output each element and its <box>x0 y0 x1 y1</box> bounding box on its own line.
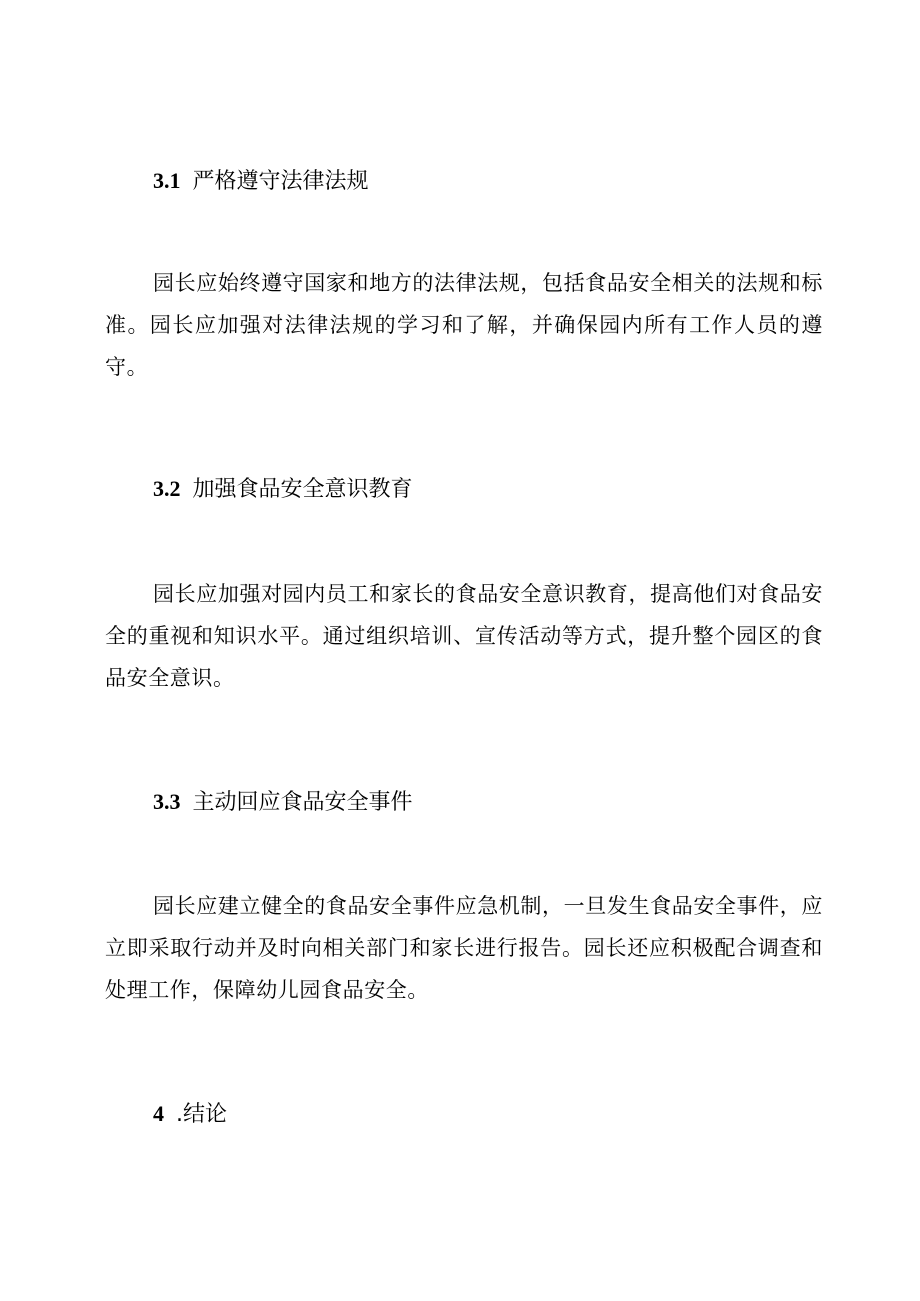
section-body-3-3: 园长应建立健全的食品安全事件应急机制，一旦发生食品安全事件，应立即采取行动并及时向相关部门和家长进行报告。园长还应积极配合调查和处理工作，保障幼儿园食品安全。 <box>105 894 823 1002</box>
section-number: 3.3 <box>153 789 181 814</box>
section-body-3-2: 园长应加强对园内员工和家长的食品安全意识教育，提高他们对食品安全的重视和知识水平。通过组织培训、宣传活动等方式，提升整个园区的食品安全意识。 <box>105 582 823 690</box>
section-title: 加强食品安全意识教育 <box>192 477 413 502</box>
section-body-3-1: 园长应始终遵守国家和地方的法律法规，包括食品安全相关的法规和标准。园长应加强对法律法规的学习和了解，并确保园内所有工作人员的遵守。 <box>105 271 823 379</box>
section-number: 3.2 <box>153 476 181 501</box>
section-title: 严格遵守法律法规 <box>192 169 369 194</box>
section-heading-3-1 <box>153 166 369 197</box>
section-number: 3.1 <box>153 168 181 193</box>
section-heading-3-2 <box>153 474 413 505</box>
section-title: 主动回应食品安全事件 <box>192 790 413 815</box>
conclusion-heading <box>153 1099 227 1130</box>
section-title: .结论 <box>176 1102 227 1127</box>
section-number: 4 <box>153 1101 164 1126</box>
section-heading-3-3 <box>153 787 413 818</box>
